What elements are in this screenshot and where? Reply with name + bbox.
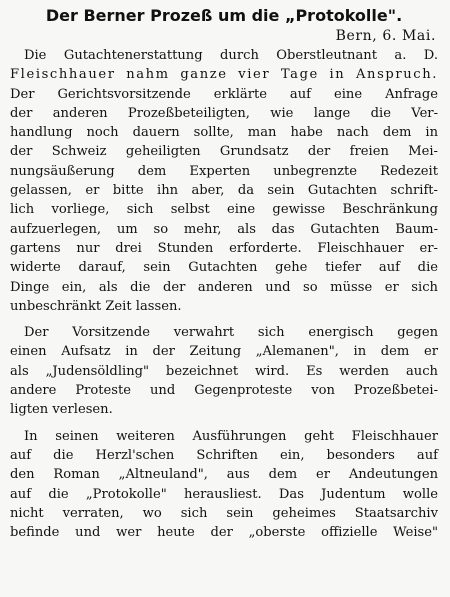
text-line: In seinen weiteren Ausführungen geht Fleischhauer — [24, 428, 438, 444]
article-paragraph — [10, 323, 438, 419]
text-line: aufzuerlegen, um so mehr, als das Gutachten Baum- — [10, 221, 438, 237]
text-line: unbeschränkt Zeit lassen. — [10, 298, 182, 314]
text-line: auf die „Protokolle" herausliest. Das Judentum wolle — [10, 486, 438, 502]
text-line: nicht verraten, wo sich sein geheimes Staatsarchiv — [10, 505, 438, 521]
text-line: Der Vorsitzende verwahrt sich energisch gegen — [24, 325, 438, 341]
article-paragraph — [10, 46, 438, 316]
text-line: als „Judensöldling" bezeichnet wird. Es werden auch — [10, 363, 438, 379]
text-line: ligten verlesen. — [10, 402, 113, 418]
text-line: Der Gerichtsvorsitzende erklärte auf eine Anfrage — [10, 86, 438, 102]
article-body — [10, 46, 438, 542]
text-line: gartens nur drei Stunden erforderte. Fleischhauer er- — [10, 240, 438, 256]
text-line: der Schweiz geheiligten Grundsatz der freien Mei- — [10, 144, 438, 160]
text-line: widerte darauf, sein Gutachten gehe tiefer auf die — [10, 260, 438, 276]
text-line: Die Gutachtenerstattung durch Oberstleutnant a. D. — [24, 48, 438, 63]
text-line: einen Aufsatz in der Zeitung „Alemanen", in dem er — [10, 344, 438, 360]
text-line: der anderen Prozeßbeteiligten, wie lange die Ver- — [10, 105, 438, 121]
text-line: befinde und wer heute der „oberste offizielle Weise" — [10, 525, 438, 541]
text-line: handlung noch dauern sollte, man habe nach dem in — [10, 125, 438, 141]
text-line: lich vorliege, sich selbst eine gewisse Beschränkung — [10, 202, 438, 218]
text-line: Dinge ein, als die der anderen und so müsse er sich — [10, 279, 438, 295]
text-line: auf die Herzl'schen Schriften ein, besonders auf — [10, 447, 438, 463]
text-line: Fleischhauer nahm ganze vier Tage in Anspruch. — [10, 67, 438, 83]
article-headline: Der Berner Prozeß um die „Protokolle". — [45, 6, 403, 25]
text-line: andere Proteste und Gegenproteste von Prozeßbetei- — [10, 383, 438, 399]
text-line: gelassen, er bitte ihn aber, da sein Gutachten schrift- — [10, 183, 438, 199]
text-line: nungsäußerung dem Experten unbegrenzte Redezeit — [10, 163, 438, 179]
article-paragraph — [10, 427, 438, 543]
text-line: den Roman „Altneuland", aus dem er Andeutungen — [10, 467, 438, 483]
article-dateline: Bern, 6. Mai. — [335, 28, 436, 44]
